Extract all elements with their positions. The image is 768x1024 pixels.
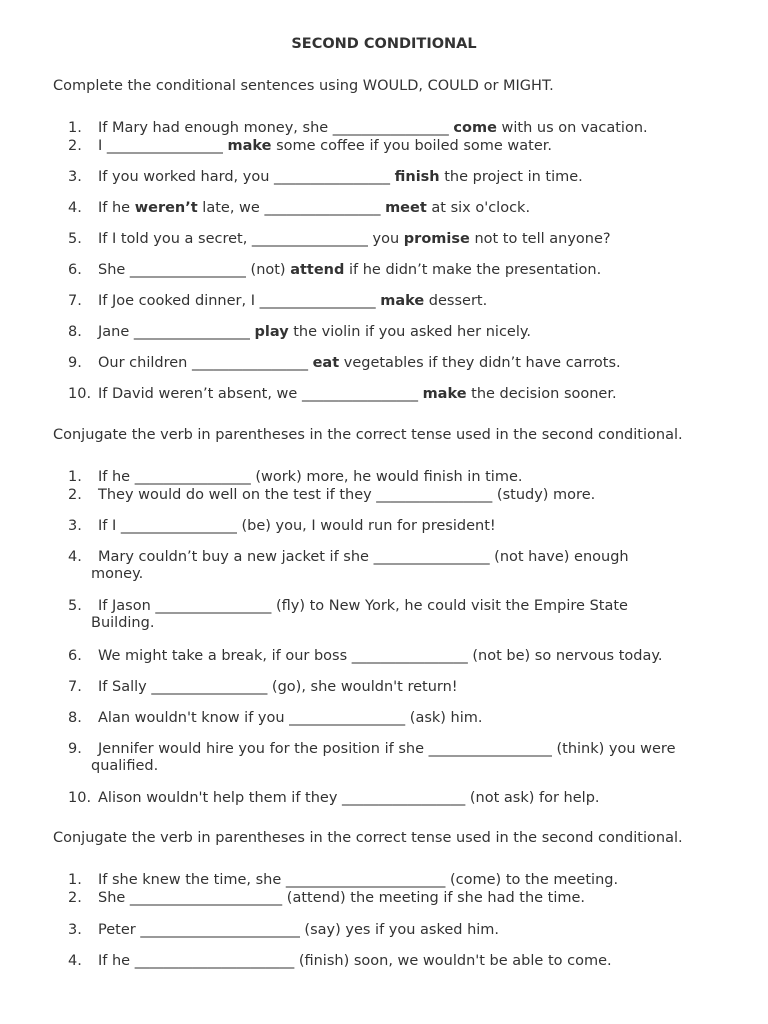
item-number: 8.: [68, 324, 82, 340]
item-text: Alan wouldn't know if you ________________ (ask) him.: [98, 710, 483, 726]
item-number: 10.: [68, 790, 92, 806]
item-text: If Mary had enough money, she ________________: [98, 120, 454, 136]
item-number: 1.: [68, 120, 82, 136]
item-text: If she knew the time, she ______________________ (come) to the meeting.: [98, 872, 619, 888]
item-number: 5.: [68, 231, 82, 247]
item-text: Alison wouldn't help them if they _________________ (not ask) for help.: [98, 790, 600, 806]
item-number: 9.: [68, 741, 82, 757]
item-number: 2.: [68, 890, 82, 906]
item-number: 4.: [68, 549, 82, 565]
section2-item-2: [68, 486, 595, 504]
section2-item-9-continued: qualified.: [91, 758, 159, 774]
item-text: If Sally ________________ (go), she wouldn't return!: [98, 679, 458, 695]
section2-item-6: [68, 647, 662, 665]
item-number: 6.: [68, 648, 82, 664]
item-text: She ________________ (not): [98, 262, 291, 278]
item-text: Peter ______________________ (say) yes if you asked him.: [98, 922, 500, 938]
item-number: 10.: [68, 386, 92, 402]
item-verb: make: [227, 138, 272, 154]
item-text: If he ______________________ (finish) soon, we wouldn't be able to come.: [98, 953, 612, 969]
item-text: If he ________________ (work) more, he would finish in time.: [98, 469, 523, 485]
item-text: If Jason ________________ (fly) to New York, he could visit the Empire State: [98, 598, 628, 614]
item-verb: attend: [290, 262, 345, 278]
item-verb: finish: [394, 169, 440, 185]
section2-item-10: [68, 789, 600, 807]
item-verb: make: [422, 386, 467, 402]
section1-item-1: [68, 119, 648, 137]
section1-item-5: [68, 230, 611, 248]
section3-instruction: Conjugate the verb in parentheses in the correct tense used in the second conditional.: [53, 830, 683, 846]
section3-item-1: [68, 871, 618, 889]
item-text: She _____________________ (attend) the meeting if she had the time.: [98, 890, 586, 906]
section2-instruction: Conjugate the verb in parentheses in the correct tense used in the second conditional.: [53, 427, 683, 443]
section2-item-4-continued: money.: [91, 566, 144, 582]
item-number: 3.: [68, 169, 82, 185]
item-number: 4.: [68, 200, 82, 216]
item-text: If you worked hard, you ________________: [98, 169, 395, 185]
section2-item-5-continued: Building.: [91, 615, 155, 631]
item-text: I ________________: [98, 138, 228, 154]
item-text: dessert.: [424, 293, 488, 309]
item-text: some coffee if you boiled some water.: [271, 138, 552, 154]
item-text: If Joe cooked dinner, I ________________: [98, 293, 381, 309]
item-text: vegetables if they didn’t have carrots.: [339, 355, 621, 371]
section1-item-3: [68, 168, 583, 186]
section3-item-2: [68, 889, 585, 907]
item-text: If I ________________ (be) you, I would run for president!: [98, 518, 496, 534]
item-verb: meet: [385, 200, 427, 216]
item-text: Mary couldn’t buy a new jacket if she ________________ (not have) enough: [98, 549, 629, 565]
item-verb: eat: [312, 355, 340, 371]
section2-item-9: [68, 740, 676, 758]
section2-item-5: [68, 597, 628, 615]
item-number: 1.: [68, 872, 82, 888]
item-text: If he: [98, 200, 135, 216]
item-verb: come: [453, 120, 497, 136]
item-verb: make: [380, 293, 425, 309]
section3-item-4: [68, 952, 612, 970]
item-verb: weren’t: [134, 200, 198, 216]
section1-item-2: [68, 137, 552, 155]
item-text: not to tell anyone?: [469, 231, 611, 247]
item-text: Jennifer would hire you for the position if she _________________ (think) you were: [98, 741, 676, 757]
item-text: Jane ________________: [98, 324, 255, 340]
item-text: late, we ________________: [197, 200, 386, 216]
item-text: the violin if you asked her nicely.: [288, 324, 531, 340]
item-text: We might take a break, if our boss ________________ (not be) so nervous today.: [98, 648, 663, 664]
item-text: the decision sooner.: [466, 386, 617, 402]
item-text: Our children ________________: [98, 355, 313, 371]
item-number: 7.: [68, 293, 82, 309]
item-text: the project in time.: [439, 169, 583, 185]
section1-item-10: [68, 385, 617, 403]
item-text: They would do well on the test if they ________________ (study) more.: [98, 487, 596, 503]
item-number: 7.: [68, 679, 82, 695]
item-number: 2.: [68, 138, 82, 154]
section2-item-3: [68, 517, 496, 535]
item-number: 3.: [68, 922, 82, 938]
item-text: with us on vacation.: [496, 120, 648, 136]
section1-item-8: [68, 323, 531, 341]
page-title: SECOND CONDITIONAL: [291, 36, 477, 52]
section2-item-4: [68, 548, 629, 566]
item-number: 2.: [68, 487, 82, 503]
item-text: if he didn’t make the presentation.: [344, 262, 602, 278]
section2-item-7: [68, 678, 458, 696]
item-number: 1.: [68, 469, 82, 485]
section1-item-6: [68, 261, 601, 279]
section2-item-8: [68, 709, 483, 727]
section2-item-1: [68, 468, 523, 486]
item-number: 4.: [68, 953, 82, 969]
item-verb: play: [254, 324, 289, 340]
section1-instruction: Complete the conditional sentences using WOULD, COULD or MIGHT.: [53, 78, 554, 94]
item-text: If David weren’t absent, we ________________: [98, 386, 423, 402]
section1-item-9: [68, 354, 621, 372]
item-number: 3.: [68, 518, 82, 534]
item-number: 9.: [68, 355, 82, 371]
item-number: 5.: [68, 598, 82, 614]
item-number: 6.: [68, 262, 82, 278]
item-verb: promise: [403, 231, 470, 247]
item-text: If I told you a secret, ________________ you: [98, 231, 404, 247]
section1-item-7: [68, 292, 487, 310]
section3-item-3: [68, 921, 499, 939]
item-number: 8.: [68, 710, 82, 726]
item-text: at six o'clock.: [426, 200, 531, 216]
section1-item-4: [68, 199, 530, 217]
